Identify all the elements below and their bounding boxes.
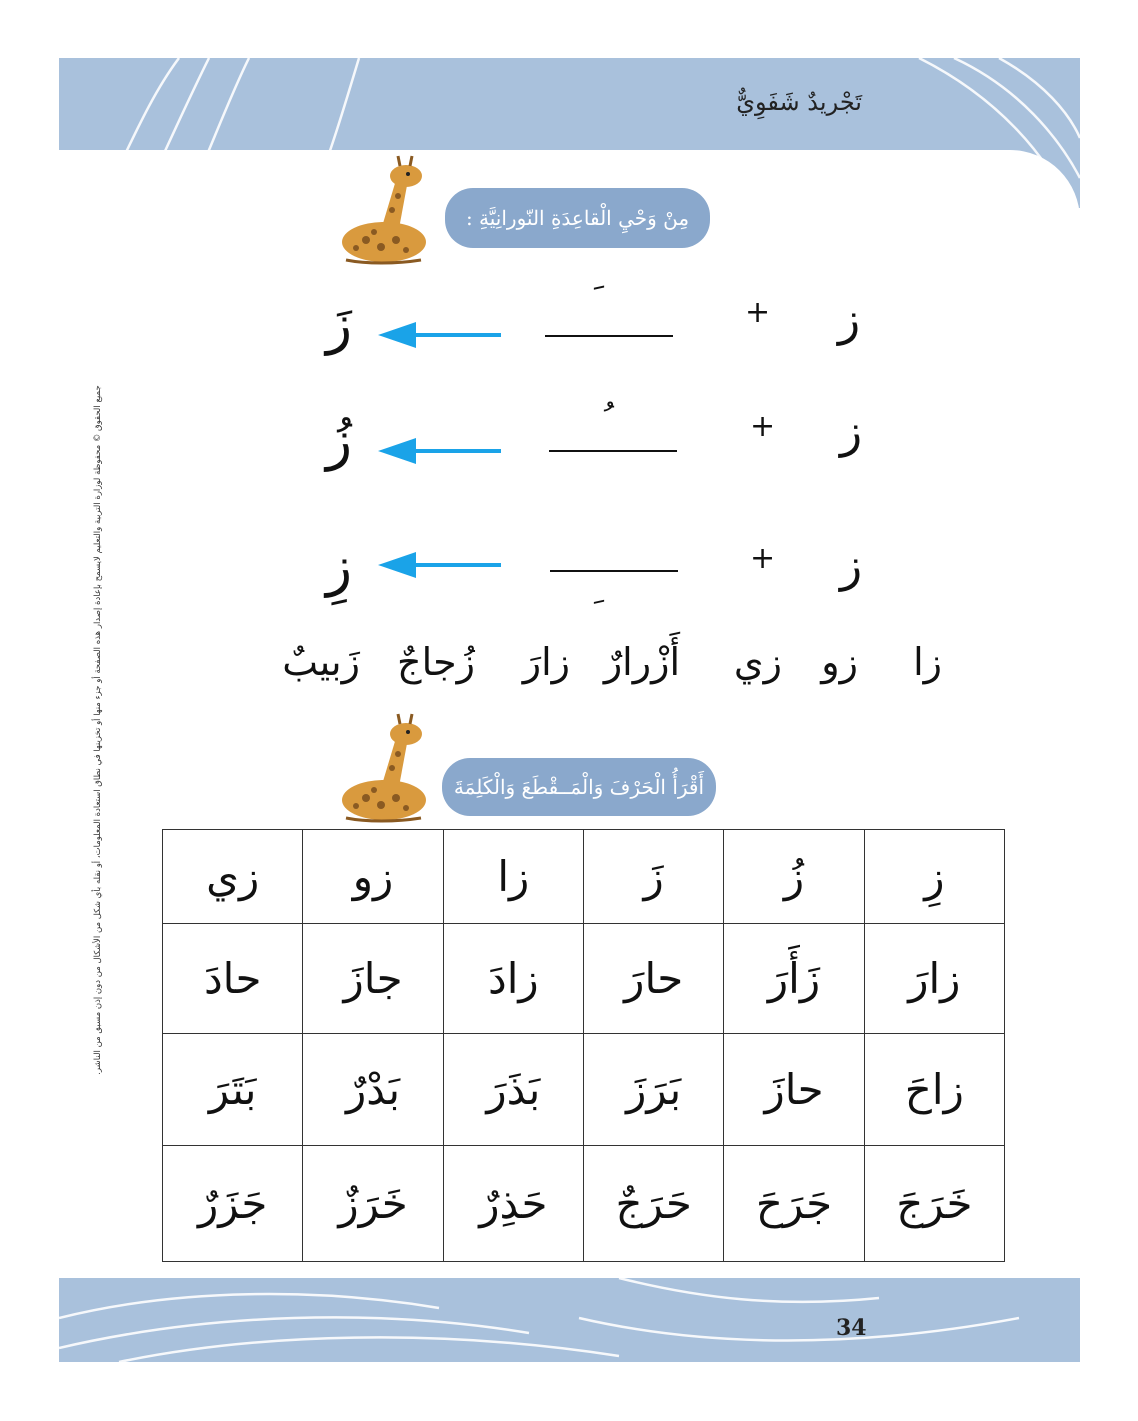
grid-cell: جازَ (303, 924, 443, 1034)
row-letter: ز (838, 292, 861, 346)
giraffe-icon (336, 710, 436, 828)
word: زَبيبٌ (282, 640, 360, 684)
grid-cell: بَذَرَ (443, 1034, 583, 1146)
arrow-left-icon (378, 436, 503, 466)
result-syllable: زِ (326, 535, 353, 598)
word: زارَ (522, 640, 570, 684)
grid-cell: حَذِرٌ (443, 1146, 583, 1262)
grid-cell: حادَ (163, 924, 303, 1034)
reading-grid (162, 829, 1005, 1262)
word: زُجاجٌ (397, 640, 475, 684)
row-letter: ز (840, 538, 863, 592)
word: زو (821, 640, 858, 684)
grid-cell: زاحَ (864, 1034, 1004, 1146)
result-syllable: زُ (326, 409, 353, 472)
grid-cell: زَأَرَ (724, 924, 864, 1034)
blank-line (550, 570, 678, 572)
arrow-left-icon (378, 320, 503, 350)
section-label-rule: مِنْ وَحْيِ الْقاعِدَةِ النّورانِيَّةِ : (445, 188, 710, 248)
copyright-text: جميع الحقوق © محفوظة لوزارة التربية والتعليم لايسمح بإعادة إصدار هذه الصفحة أو جزء منها أو تخزينها في نطاق استعادة المعلومات، أو نقله بأي شكل من الأشكال من دون إذن مسبق من الناشر. (93, 385, 103, 1075)
grid-row (163, 1034, 1005, 1146)
footer-band (59, 1278, 1080, 1362)
grid-cell: زَ (584, 830, 724, 924)
grid-cell: خَرَزٌ (303, 1146, 443, 1262)
word-list (250, 640, 950, 700)
blank-line (549, 450, 677, 452)
grid-cell: بَدْرٌ (303, 1034, 443, 1146)
blank-line (545, 335, 673, 337)
copyright-note (88, 360, 108, 1100)
grid-cell: زِ (864, 830, 1004, 924)
plus-sign: + (750, 541, 776, 576)
grid-row (163, 830, 1005, 924)
grid-cell: زا (443, 830, 583, 924)
grid-cell: حَرَجٌ (584, 1146, 724, 1262)
footer-wave-decoration (59, 1278, 1080, 1362)
grid-cell: زارَ (864, 924, 1004, 1034)
grid-cell: بَتَرَ (163, 1034, 303, 1146)
grid-cell: خَرَجَ (864, 1146, 1004, 1262)
word: زي (733, 640, 782, 684)
grid-cell: حارَ (584, 924, 724, 1034)
page-title: تَجْريدٌ شَفَوِيٌّ (736, 88, 862, 116)
grid-cell: حازَ (724, 1034, 864, 1146)
grid-cell: زُ (724, 830, 864, 924)
grid-cell: زادَ (443, 924, 583, 1034)
grid-cell: بَرَزَ (584, 1034, 724, 1146)
grid-cell: جَزَرٌ (163, 1146, 303, 1262)
giraffe-icon (336, 152, 436, 270)
grid-cell: زو (303, 830, 443, 924)
grid-row (163, 924, 1005, 1034)
word: زا (913, 640, 942, 684)
result-syllable: زَ (326, 293, 353, 356)
grid-cell: جَرَحَ (724, 1146, 864, 1262)
plus-sign: + (745, 295, 771, 330)
section-label-reading: أَقْرَأُ الْحَرْفَ وَالْمَــقْطَعَ وَالْكَلِمَةَ (442, 758, 716, 816)
grid-row (163, 1146, 1005, 1262)
arrow-left-icon (378, 550, 503, 580)
row-letter: ز (840, 404, 863, 458)
grid-cell: زي (163, 830, 303, 924)
page-number: 34 (836, 1315, 867, 1341)
plus-sign: + (750, 409, 776, 444)
word: أَزْرارٌ (603, 640, 680, 684)
